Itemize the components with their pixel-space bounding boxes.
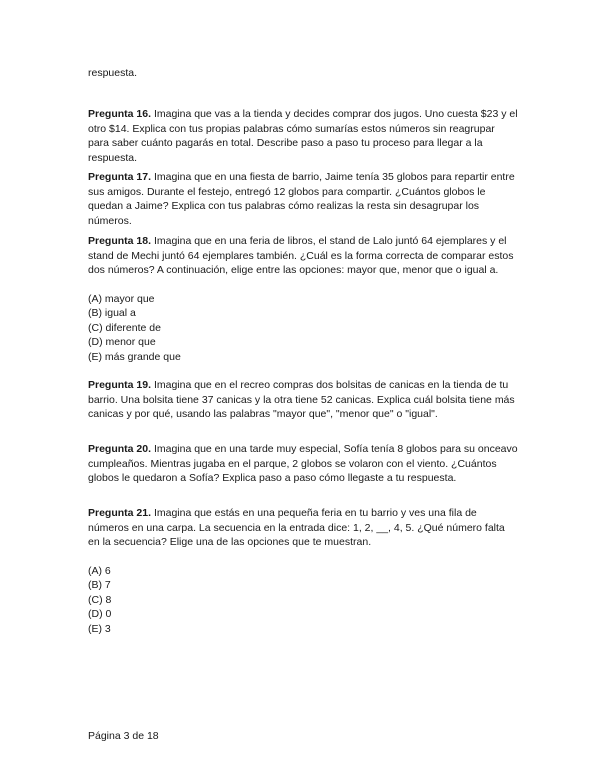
option-b: (B) 7 (88, 579, 111, 591)
question-text: Imagina que en el recreo compras dos bolsitas de canicas en la tienda de tu barrio. Una bolsita tiene 37 canicas y la otra tiene 52 canicas. Explica cuál bolsita tiene más canicas y por qué, usando las palabras "mayor que", "menor que" o "igual". (88, 379, 515, 420)
page-number-footer: Página 3 de 18 (88, 730, 159, 742)
question-body (88, 234, 518, 278)
question-label: Pregunta 16. (88, 108, 152, 120)
question-body (88, 107, 518, 165)
option-d: (D) menor que (88, 336, 156, 348)
question-label: Pregunta 17. (88, 171, 152, 183)
option-e: (E) 3 (88, 622, 111, 635)
question-label: Pregunta 18. (88, 235, 152, 247)
question-label: Pregunta 21. (88, 507, 152, 519)
question-label: Pregunta 19. (88, 379, 152, 391)
answer-options (88, 564, 518, 637)
question-label: Pregunta 20. (88, 443, 152, 455)
option-c: (C) 8 (88, 593, 112, 606)
continuation-text: respuesta. (88, 67, 138, 79)
question-16 (88, 107, 518, 165)
question-body (88, 170, 518, 228)
question-18 (88, 234, 518, 364)
option-a: (A) 6 (88, 564, 111, 577)
question-body (88, 378, 518, 422)
option-c: (C) diferente de (88, 321, 161, 334)
question-text: Imagina que estás en una pequeña feria en tu barrio y ves una fila de números en una carpa. La secuencia en la entrada dice: 1, 2, __, 4, 5. ¿Qué número falta en la secuencia? Elige una de las opciones que te muestran. (88, 507, 505, 548)
question-19 (88, 378, 518, 422)
option-a: (A) mayor que (88, 292, 155, 305)
answer-options (88, 292, 518, 365)
question-21 (88, 506, 518, 636)
question-body (88, 442, 518, 486)
option-d: (D) 0 (88, 608, 112, 620)
question-20 (88, 442, 518, 486)
question-text: Imagina que vas a la tienda y decides comprar dos jugos. Uno cuesta $23 y el otro $14. Explica con tus propias palabras cómo sumarías estos números sin reagrupar para saber cuánto pagarás en total. Describe paso a paso tu proceso para llegar a la respuesta. (88, 108, 518, 164)
question-text: Imagina que en una tarde muy especial, Sofía tenía 8 globos para su onceavo cumpleaños. Mientras jugaba en el parque, 2 globos se volaron con el viento. ¿Cuántos globos le quedaron a Sofía? Explica paso a paso cómo llegaste a tu respuesta. (88, 443, 518, 484)
question-text: Imagina que en una feria de libros, el stand de Lalo juntó 64 ejemplares y el stand de Mechi juntó 64 ejemplares también. ¿Cuál es la forma correcta de comparar estos dos números? A continuación, elige entre las opciones: mayor que, menor que o igual a. (88, 235, 514, 276)
question-body (88, 506, 518, 550)
option-e: (E) más grande que (88, 350, 181, 363)
option-b: (B) igual a (88, 307, 136, 319)
question-text: Imagina que en una fiesta de barrio, Jaime tenía 35 globos para repartir entre sus amigos. Durante el festejo, entregó 12 globos para compartir. ¿Cuántos globos le quedan a Jaime? Explica con tus palabras cómo realizas la resta sin desagrupar los números. (88, 171, 515, 227)
question-17 (88, 170, 518, 228)
